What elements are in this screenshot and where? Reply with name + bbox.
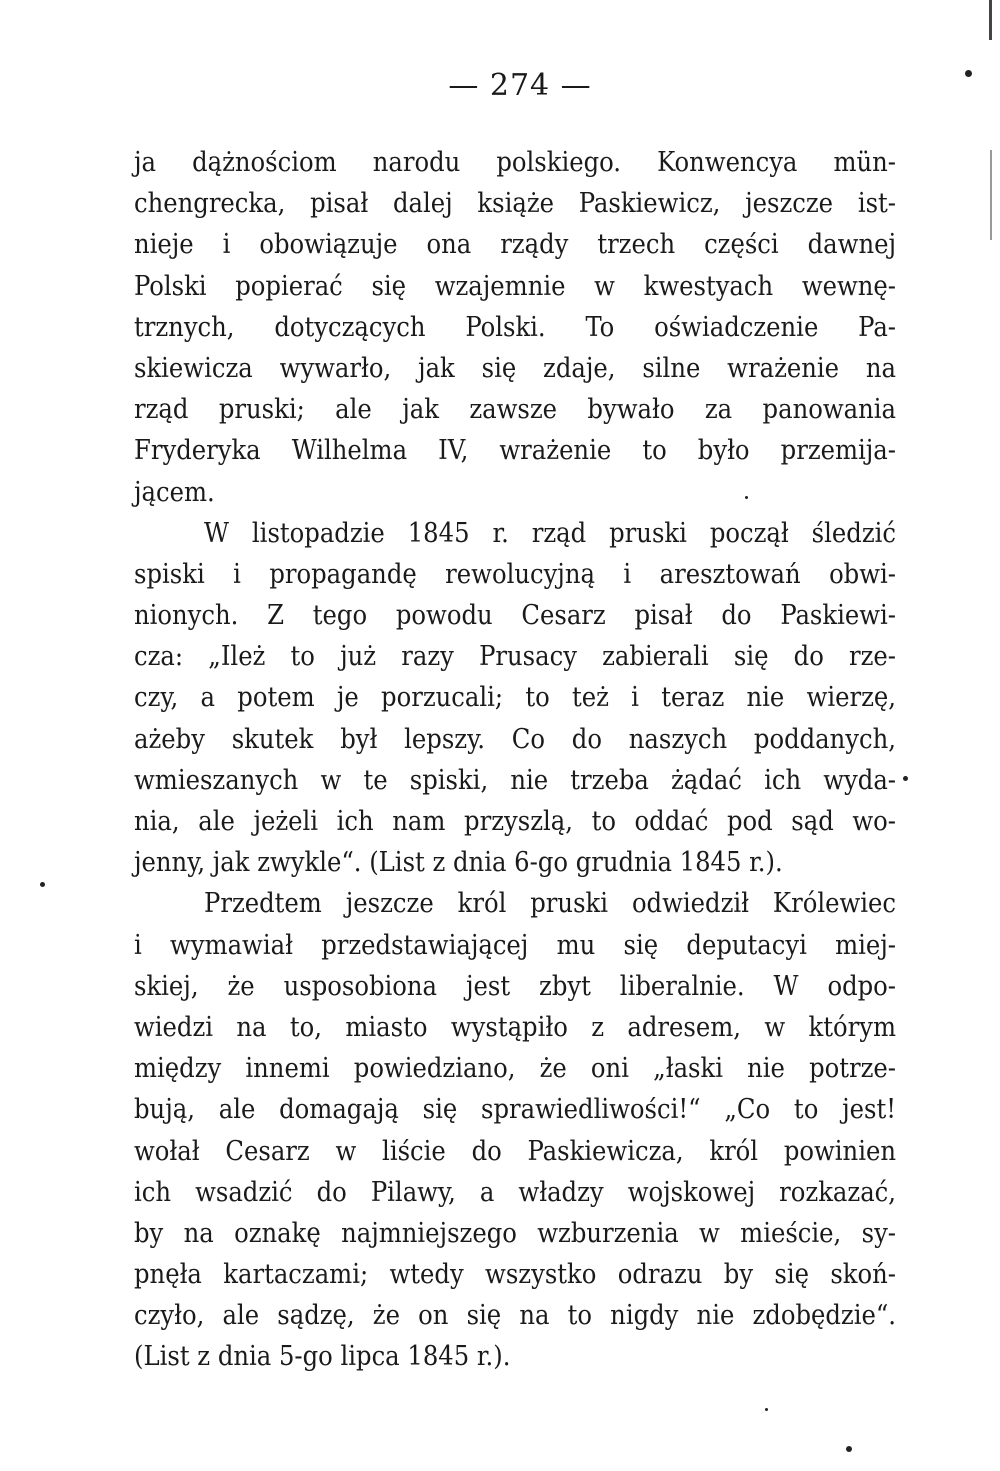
text-line: (List z dnia 5-go lipca 1845 r.). [134, 1341, 511, 1373]
text-line: rząd pruski; ale jak zawsze bywało za panowania [134, 394, 896, 426]
scan-speck [765, 1408, 768, 1411]
text-line: ich wsadzić do Pilawy, a władzy wojskowej rozkazać, [134, 1176, 896, 1208]
text-line: cza: „Ileż to już razy Prusacy zabierali się do rze- [134, 641, 896, 673]
text-line: nieje i obowiązuje ona rządy trzech części dawnej [134, 229, 896, 261]
scan-speck [745, 496, 748, 499]
scan-edge-mark [989, 0, 992, 40]
text-line: chengrecka, pisał dalej książe Paskiewicz, jeszcze ist- [134, 188, 896, 220]
text-line: nia, ale jeżeli ich nam przyszlą, to oddać pod sąd wo- [134, 806, 896, 837]
text-line: Fryderyka Wilhelma IV, wrażenie to było przemija- [134, 435, 896, 467]
text-line: czy, a potem je porzucali; to też i teraz nie wierzę, [134, 682, 896, 714]
text-line: bują, ale domagają się sprawiedliwości!“ „Co to jest! [134, 1094, 896, 1126]
text-line: czyło, ale sądzę, że on się na to nigdy nie zdobędzie“. [134, 1300, 896, 1332]
text-line: ja dążnościom narodu polskiego. Konwencya mün- [134, 147, 896, 178]
text-line: nionych. Z tego powodu Cesarz pisał do Paskiewi- [134, 600, 896, 632]
text-line: Polski popierać się wzajemnie w kwestyach wewnę- [134, 270, 896, 302]
scan-edge-mark [990, 150, 992, 240]
text-line: spiski i propagandę rewolucyjną i aresztowań obwi- [134, 558, 896, 590]
text-line: W listopadzie 1845 r. rząd pruski począł śledzić [204, 517, 896, 549]
body-text [134, 142, 896, 1378]
text-line: pnęła kartaczami; wtedy wszystko odrazu by się skoń- [134, 1259, 896, 1291]
text-line: i wymawiał przedstawiającej mu się deputacyi miej- [134, 929, 896, 961]
text-line: skiewicza wywarło, jak się zdaje, silne wrażenie na [134, 352, 896, 384]
text-line: jenny, jak zwykle“. (List z dnia 6-go grudnia 1845 r.). [134, 847, 783, 879]
text-line: między innemi powiedziano, że oni „łaski nie potrze- [134, 1053, 896, 1085]
text-line: skiej, że usposobiona jest zbyt liberalnie. W odpo- [134, 970, 896, 1002]
scan-speck [846, 1446, 852, 1452]
text-line: jącem. [134, 476, 215, 508]
scan-speck [965, 70, 972, 77]
text-line: wołał Cesarz w liście do Paskiewicza, król powinien [134, 1135, 896, 1167]
text-line: ażeby skutek był lepszy. Co do naszych poddanych, [134, 723, 896, 755]
text-line: by na oznakę najmniejszego wzburzenia w mieście, sy- [134, 1217, 896, 1249]
scan-speck [903, 776, 908, 781]
text-line: trznych, dotyczących Polski. To oświadczenie Pa- [134, 311, 896, 343]
text-line: wiedzi na to, miasto wystąpiło z adresem, w którym [134, 1011, 896, 1043]
text-line: wmieszanych w te spiski, nie trzeba żądać ich wyda- [134, 764, 896, 796]
page-number: — 274 — [448, 68, 592, 103]
text-line: Przedtem jeszcze król pruski odwiedził Królewiec [204, 888, 896, 920]
scan-speck [40, 882, 45, 887]
